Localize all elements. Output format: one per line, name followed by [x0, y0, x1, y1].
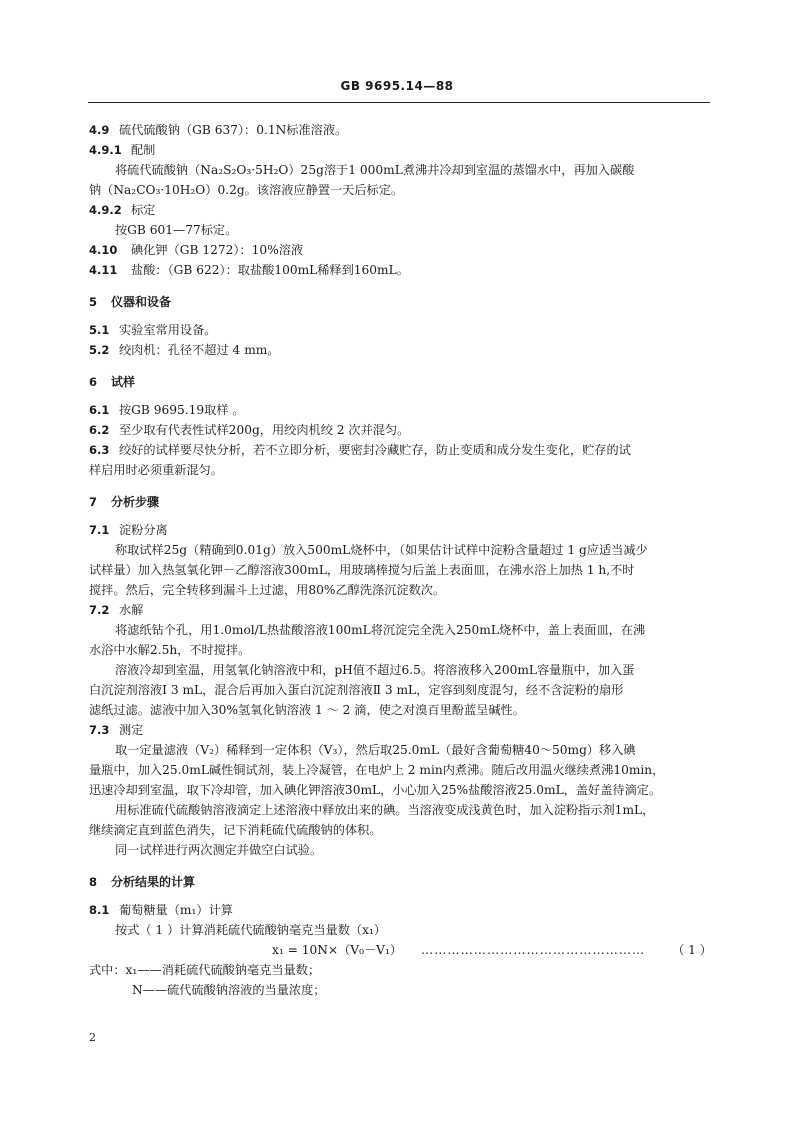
page-number: 2 — [89, 1031, 96, 1044]
section-title: 仪器和设备 — [111, 295, 172, 309]
spacer — [89, 892, 712, 900]
paragraph-line: 继续滴定直到蓝色消失，记下消耗硫代硫酸钠的体积。 — [89, 823, 382, 837]
clause-4-10 — [89, 240, 712, 260]
spacer — [89, 312, 712, 320]
clause-7-2 — [89, 600, 712, 620]
clause-text: 硫代硫酸钠（GB 637）：0.1N标准溶液。 — [119, 123, 348, 137]
section-number: 8 — [89, 875, 98, 889]
header-rule — [88, 102, 710, 103]
paragraph-line: 滤纸过滤。滤液中加入30%氢氧化钠溶液 1 ～ 2 滴，使之对溴百里酚蓝呈碱性。 — [89, 703, 525, 717]
section-title: 分析结果的计算 — [111, 875, 196, 889]
clause-number: 6.1 — [89, 403, 110, 417]
paragraph-line: 按GB 601—77标定。 — [115, 223, 238, 237]
clause-number: 4.10 — [89, 243, 118, 257]
clause-4-11 — [89, 260, 712, 280]
paragraph-line: 用标准硫代硫酸钠溶液滴定上述溶液中释放出来的碘。当溶液变成浅黄色时，加入淀粉指示剂1mL， — [115, 803, 655, 817]
clause-text: 淀粉分离 — [119, 523, 168, 537]
clause-6-3 — [89, 440, 712, 460]
clause-text: 标定 — [131, 203, 156, 217]
standard-number-header: GB 9695.14—88 — [340, 79, 454, 93]
section-6-heading — [89, 372, 712, 392]
clause-text: 绞肉机：孔径不超过 4 mm。 — [119, 343, 280, 357]
equation-body: x₁ = 10N×（V₀－V₁） — [272, 943, 403, 957]
clause-8-1 — [89, 900, 712, 920]
paragraph-line: 搅拌。然后，完全转移到漏斗上过滤，用80%乙醇洗涤沉淀数次。 — [89, 583, 446, 597]
spacer — [89, 860, 712, 872]
clause-text: 配制 — [131, 143, 156, 157]
paragraph-line: 按式（ 1 ）计算消耗硫代硫酸钠毫克当量数（x₁） — [115, 923, 387, 937]
equation-number: （ 1 ） — [672, 943, 712, 957]
clause-text: 葡萄糖量（m₁）计算 — [119, 903, 233, 917]
paragraph-line: 白沉淀剂溶液Ⅰ 3 mL，混合后再加入蛋白沉淀剂溶液Ⅱ 3 mL，定容到刻度混匀，经不含淀粉的扇形 — [89, 683, 624, 697]
clause-number: 4.9.1 — [89, 143, 122, 157]
clause-6-1 — [89, 400, 712, 420]
paragraph-line: 将滤纸钻个孔，用1.0mol/L热盐酸溶液100mL将沉淀完全洗入250mL烧杯中，盖上表面皿，在沸 — [115, 623, 646, 637]
equation-1 — [89, 940, 712, 960]
paragraph-line: 称取试样25g（精确到0.01g）放入500mL烧杯中，（如果估计试样中淀粉含量超过 1 g应适当减少 — [115, 543, 648, 557]
paragraph-line: 溶液冷却到室温，用氢氧化钠溶液中和，pH值不超过6.5。将溶液移入200mL容量瓶中，加入蛋 — [115, 663, 635, 677]
clause-text: 测定 — [119, 723, 144, 737]
clause-number: 7.2 — [89, 603, 110, 617]
clause-text: 按GB 9695.19取样 。 — [119, 403, 245, 417]
document-body — [89, 120, 712, 1000]
spacer — [89, 280, 712, 292]
clause-number: 4.9 — [89, 123, 110, 137]
clause-number: 4.11 — [89, 263, 118, 277]
clause-4-9-2 — [89, 200, 712, 220]
paragraph-line: 钠（Na₂CO₃·10H₂O）0.2g。该溶液应静置一天后标定。 — [89, 183, 404, 197]
spacer — [89, 360, 712, 372]
section-title: 分析步骤 — [111, 495, 160, 509]
clause-text: 实验室常用设备。 — [119, 323, 217, 337]
where-line: N——硫代硫酸钠溶液的当量浓度； — [132, 983, 326, 997]
clause-4-9-1 — [89, 140, 712, 160]
section-number: 6 — [89, 375, 98, 389]
clause-number: 6.3 — [89, 443, 110, 457]
clause-5-2 — [89, 340, 712, 360]
section-5-heading — [89, 292, 712, 312]
section-number: 7 — [89, 495, 98, 509]
section-title: 试样 — [111, 375, 136, 389]
spacer — [89, 480, 712, 492]
clause-text: 盐酸：（GB 622）：取盐酸100mL稀释到160mL。 — [131, 263, 409, 277]
clause-text: 水解 — [119, 603, 144, 617]
clause-number: 8.1 — [89, 903, 110, 917]
clause-text: 绞好的试样要尽快分析，若不立即分析，要密封冷藏贮存，防止变质和成分发生变化，贮存的试 — [119, 443, 631, 457]
spacer — [89, 392, 712, 400]
paragraph-line: 取一定量滤液（V₂）稀释到一定体积（V₃），然后取25.0mL（最好含葡萄糖40～50mg）移入碘 — [115, 743, 636, 757]
equation-leader-dots: …………………………………………… — [421, 943, 646, 957]
section-7-heading — [89, 492, 712, 512]
where-line: 式中：x₁——消耗硫代硫酸钠毫克当量数； — [89, 963, 321, 977]
clause-5-1 — [89, 320, 712, 340]
paragraph-line: 水浴中水解2.5h，不时搅拌。 — [89, 643, 251, 657]
clause-4-9 — [89, 120, 712, 140]
clause-7-3 — [89, 720, 712, 740]
section-8-heading — [89, 872, 712, 892]
clause-number: 4.9.2 — [89, 203, 122, 217]
clause-number: 5.1 — [89, 323, 110, 337]
clause-text: 至少取有代表性试样200g，用绞肉机绞 2 次并混匀。 — [119, 423, 410, 437]
clause-number: 7.3 — [89, 723, 110, 737]
paragraph-line: 迅速冷却到室温，取下冷却管，加入碘化钾溶液30mL，小心加入25%盐酸溶液25.0mL，盖好盖待滴定。 — [89, 783, 662, 797]
paragraph-line: 试样量）加入热氢氧化钾－乙醇溶液300mL，用玻璃棒搅匀后盖上表面皿，在沸水浴上加热 1 h,不时 — [89, 563, 635, 577]
paragraph-line: 量瓶中，加入25.0mL碱性铜试剂，装上冷凝管，在电炉上 2 min内煮沸。随后改用温火继续煮沸10min， — [89, 763, 665, 777]
clause-number: 5.2 — [89, 343, 110, 357]
section-number: 5 — [89, 295, 98, 309]
clause-number: 6.2 — [89, 423, 110, 437]
spacer — [89, 512, 712, 520]
paragraph-line: 将硫代硫酸钠（Na₂S₂O₃·5H₂O）25g溶于1 000mL煮沸并冷却到室温的蒸馏水中，再加入碳酸 — [115, 163, 635, 177]
paragraph-line: 样启用时必须重新混匀。 — [89, 463, 224, 477]
clause-number: 7.1 — [89, 523, 110, 537]
clause-6-2 — [89, 420, 712, 440]
clause-7-1 — [89, 520, 712, 540]
clause-text: 碘化钾（GB 1272）：10%溶液 — [131, 243, 304, 257]
paragraph-line: 同一试样进行两次测定并做空白试验。 — [115, 843, 323, 857]
